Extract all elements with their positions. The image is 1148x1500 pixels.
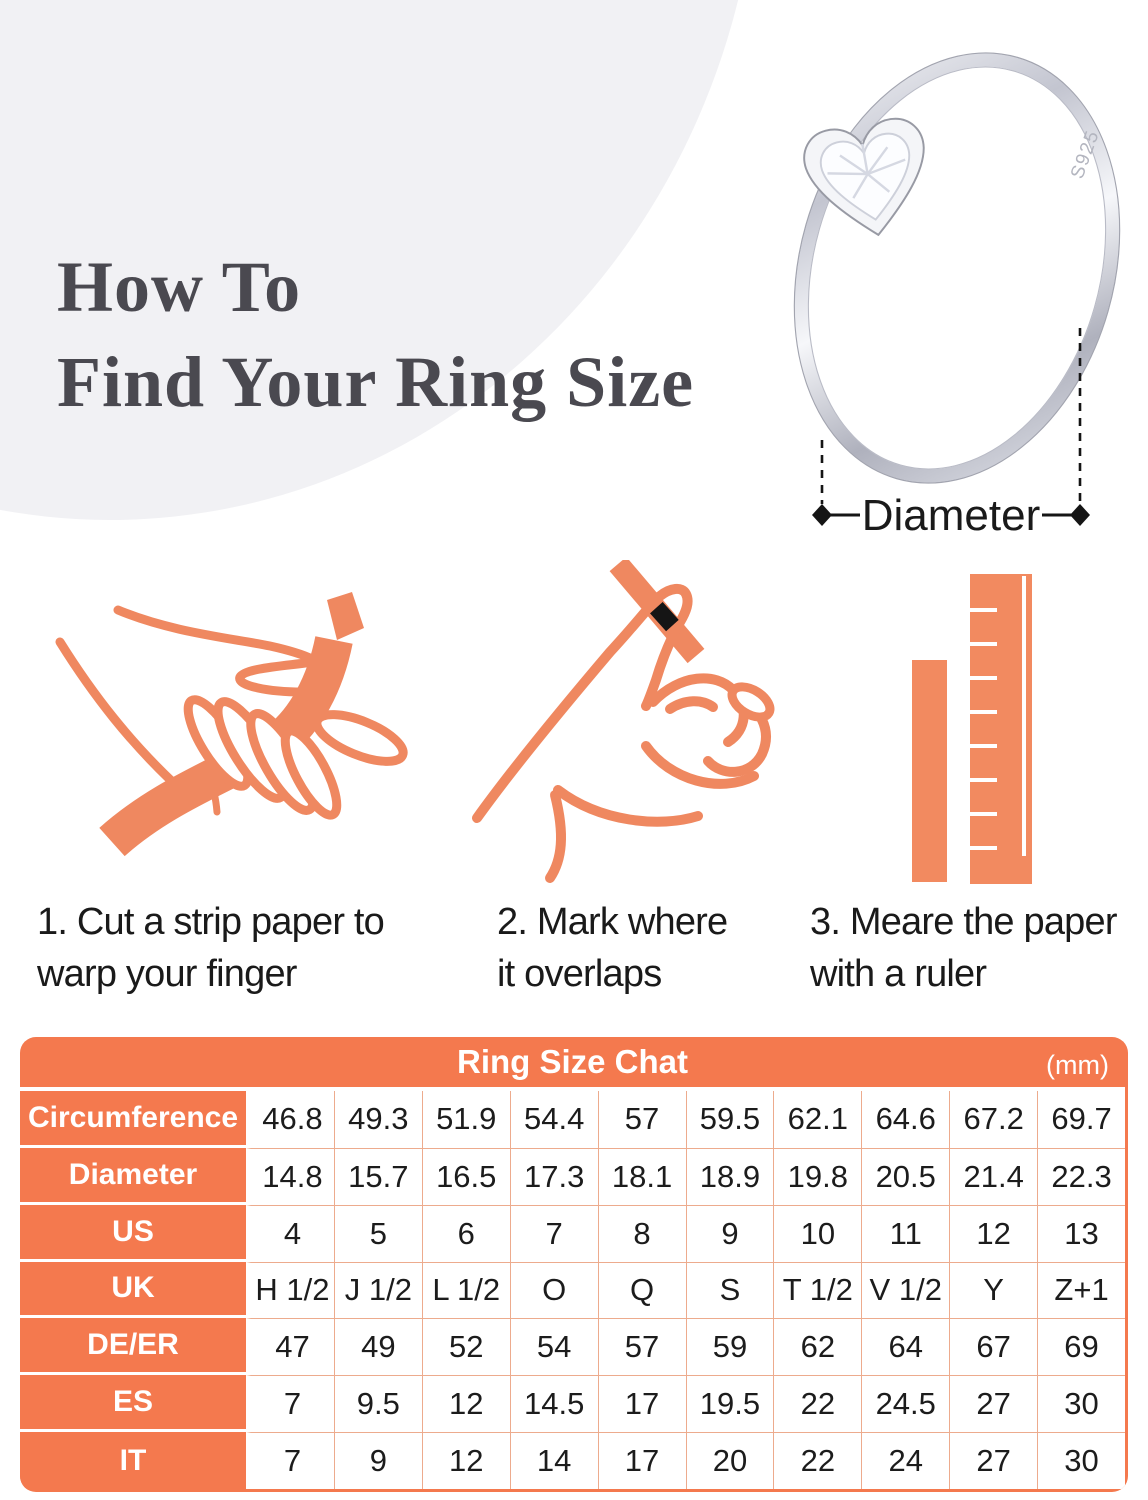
table-cell: 62.1 bbox=[773, 1091, 861, 1148]
table-cell: 59.5 bbox=[686, 1091, 774, 1148]
diameter-label: Diameter bbox=[861, 491, 1041, 540]
table-cell: 67.2 bbox=[949, 1091, 1037, 1148]
table-cell: 5 bbox=[334, 1205, 422, 1262]
page-title-line1: How To bbox=[57, 247, 302, 327]
table-cell: 67 bbox=[949, 1318, 1037, 1375]
table-cell: 19.8 bbox=[773, 1148, 861, 1205]
table-cell: 27 bbox=[949, 1375, 1037, 1432]
table-cell: 47 bbox=[246, 1318, 334, 1375]
table-cell: 17 bbox=[598, 1375, 686, 1432]
engraving-text: S925 bbox=[1066, 127, 1104, 182]
table-cell: 69 bbox=[1037, 1318, 1125, 1375]
table-cell: 8 bbox=[598, 1205, 686, 1262]
table-cell: V 1/2 bbox=[861, 1262, 949, 1319]
table-cell: 57 bbox=[598, 1318, 686, 1375]
table-cell: 22 bbox=[773, 1432, 861, 1489]
table-row-label: IT bbox=[20, 1432, 246, 1489]
page-title-line2: Find Your Ring Size bbox=[57, 342, 695, 422]
step-1-caption bbox=[37, 896, 384, 1000]
table-cell: 21.4 bbox=[949, 1148, 1037, 1205]
diameter-arrow-left bbox=[812, 504, 832, 526]
table-cell: 18.9 bbox=[686, 1148, 774, 1205]
table-cell: Z+1 bbox=[1037, 1262, 1125, 1319]
table-cell: 24.5 bbox=[861, 1375, 949, 1432]
page-title bbox=[57, 240, 694, 430]
step-1-caption-line2: warp your finger bbox=[37, 953, 297, 995]
table-cell: 11 bbox=[861, 1205, 949, 1262]
table-cell: 46.8 bbox=[246, 1091, 334, 1148]
table-cell: 4 bbox=[246, 1205, 334, 1262]
table-cell: 16.5 bbox=[422, 1148, 510, 1205]
table-cell: 24 bbox=[861, 1432, 949, 1489]
ring-size-table-grid bbox=[20, 1091, 1125, 1489]
table-cell: 57 bbox=[598, 1091, 686, 1148]
table-cell: 22 bbox=[773, 1375, 861, 1432]
table-cell: 51.9 bbox=[422, 1091, 510, 1148]
table-cell: 17.3 bbox=[510, 1148, 598, 1205]
table-cell: H 1/2 bbox=[246, 1262, 334, 1319]
table-cell: 12 bbox=[422, 1375, 510, 1432]
table-cell: 13 bbox=[1037, 1205, 1125, 1262]
table-cell: T 1/2 bbox=[773, 1262, 861, 1319]
table-cell: 12 bbox=[949, 1205, 1037, 1262]
table-cell: 6 bbox=[422, 1205, 510, 1262]
step-3-caption-line2: with a ruler bbox=[810, 953, 987, 995]
step-2-caption-line2: it overlaps bbox=[497, 953, 662, 995]
table-cell: Q bbox=[598, 1262, 686, 1319]
table-cell: 49.3 bbox=[334, 1091, 422, 1148]
table-cell: 7 bbox=[510, 1205, 598, 1262]
table-row-label: ES bbox=[20, 1375, 246, 1432]
table-cell: 27 bbox=[949, 1432, 1037, 1489]
table-cell: L 1/2 bbox=[422, 1262, 510, 1319]
table-header bbox=[20, 1037, 1125, 1091]
table-cell: J 1/2 bbox=[334, 1262, 422, 1319]
table-cell: 22.3 bbox=[1037, 1148, 1125, 1205]
table-cell: 64.6 bbox=[861, 1091, 949, 1148]
table-cell: S bbox=[686, 1262, 774, 1319]
table-cell: 14.8 bbox=[246, 1148, 334, 1205]
ring-band bbox=[760, 28, 1148, 522]
table-cell: 62 bbox=[773, 1318, 861, 1375]
table-cell: 9.5 bbox=[334, 1375, 422, 1432]
step-2-caption-line1: 2. Mark where bbox=[497, 901, 728, 943]
ring-figure bbox=[760, 28, 1148, 560]
table-row-label: US bbox=[20, 1205, 246, 1262]
table-cell: 52 bbox=[422, 1318, 510, 1375]
diameter-arrow-right bbox=[1070, 504, 1090, 526]
hand-wrap-strip-icon bbox=[30, 580, 450, 880]
table-cell: 18.1 bbox=[598, 1148, 686, 1205]
table-title: Ring Size Chat bbox=[456, 1043, 689, 1080]
table-row-label: UK bbox=[20, 1262, 246, 1319]
step-3-caption bbox=[810, 896, 1117, 1000]
table-cell: 10 bbox=[773, 1205, 861, 1262]
table-cell: 14.5 bbox=[510, 1375, 598, 1432]
table-cell: Y bbox=[949, 1262, 1037, 1319]
table-cell: 59 bbox=[686, 1318, 774, 1375]
table-row-label: Circumference bbox=[20, 1091, 246, 1148]
table-row-label: Diameter bbox=[20, 1148, 246, 1205]
paper-strip bbox=[912, 660, 947, 882]
table-cell: 30 bbox=[1037, 1375, 1125, 1432]
table-cell: 54 bbox=[510, 1318, 598, 1375]
table-cell: 69.7 bbox=[1037, 1091, 1125, 1148]
table-cell: 14 bbox=[510, 1432, 598, 1489]
table-cell: 54.4 bbox=[510, 1091, 598, 1148]
table-cell: 20 bbox=[686, 1432, 774, 1489]
step-3-caption-line1: 3. Meare the paper bbox=[810, 901, 1117, 943]
table-row-label: DE/ER bbox=[20, 1318, 246, 1375]
table-cell: 12 bbox=[422, 1432, 510, 1489]
ring-size-table bbox=[20, 1037, 1128, 1492]
step-1-caption-line1: 1. Cut a strip paper to bbox=[37, 901, 385, 943]
step-2-caption bbox=[497, 896, 727, 1000]
table-cell: 7 bbox=[246, 1432, 334, 1489]
table-cell: 15.7 bbox=[334, 1148, 422, 1205]
table-cell: O bbox=[510, 1262, 598, 1319]
table-cell: 49 bbox=[334, 1318, 422, 1375]
table-cell: 17 bbox=[598, 1432, 686, 1489]
table-cell: 19.5 bbox=[686, 1375, 774, 1432]
table-cell: 20.5 bbox=[861, 1148, 949, 1205]
table-unit: (mm) bbox=[1046, 1050, 1109, 1080]
table-cell: 30 bbox=[1037, 1432, 1125, 1489]
ring-image bbox=[760, 28, 1148, 560]
table-cell: 9 bbox=[686, 1205, 774, 1262]
table-cell: 7 bbox=[246, 1375, 334, 1432]
table-cell: 9 bbox=[334, 1432, 422, 1489]
table-cell: 64 bbox=[861, 1318, 949, 1375]
